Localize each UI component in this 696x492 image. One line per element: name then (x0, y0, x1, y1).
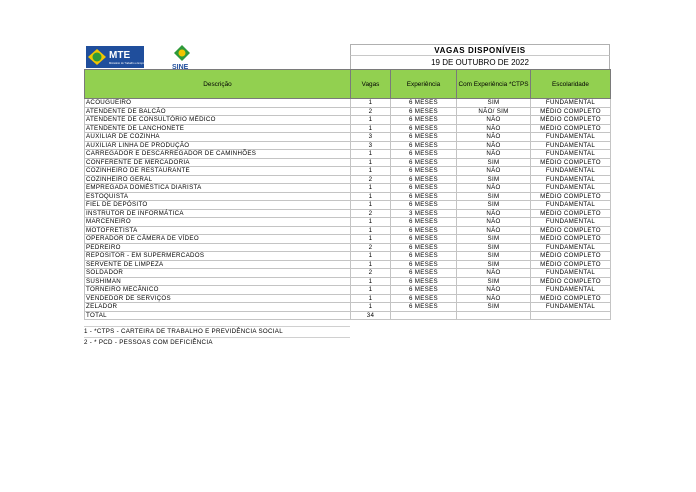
cell-experience: 6 MESES (391, 150, 457, 159)
footnote-pcd: 2 - * PCD - PESSOAS COM DEFICIÊNCIA (84, 337, 350, 348)
cell-vacancies: 2 (351, 269, 391, 278)
cell-ctps-experience: NÃO (457, 124, 531, 133)
table-row (85, 226, 611, 235)
svg-text:SINE: SINE (172, 64, 189, 71)
table-row (85, 167, 611, 176)
cell-description: ACOUGUEIRO (85, 99, 351, 108)
table-row (85, 218, 611, 227)
cell-description: COZINHEIRO GERAL (85, 175, 351, 184)
table-row (85, 209, 611, 218)
table-row (85, 133, 611, 142)
cell-vacancies: 1 (351, 99, 391, 108)
cell-experience: 6 MESES (391, 107, 457, 116)
cell-description: INSTRUTOR DE INFORMÁTICA (85, 209, 351, 218)
table-row (85, 184, 611, 193)
total-row (85, 311, 611, 320)
cell-description: SUSHIMAN (85, 277, 351, 286)
sheet-header (84, 44, 610, 69)
cell-experience: 6 MESES (391, 226, 457, 235)
cell-ctps-experience: NÃO (457, 150, 531, 159)
cell-description: CONFERENTE DE MERCADORIA (85, 158, 351, 167)
table-row (85, 192, 611, 201)
cell-education: MÉDIO COMPLETO (531, 252, 611, 261)
total-empty-cell (531, 311, 611, 320)
cell-ctps-experience: SIM (457, 175, 531, 184)
cell-description: EMPREGADA DOMÉSTICA DIARISTA (85, 184, 351, 193)
cell-ctps-experience: NÃO (457, 209, 531, 218)
cell-experience: 6 MESES (391, 141, 457, 150)
total-empty-cell (391, 311, 457, 320)
cell-ctps-experience: SIM (457, 99, 531, 108)
cell-vacancies: 2 (351, 209, 391, 218)
cell-description: ATENDENTE DE LANCHONETE (85, 124, 351, 133)
cell-vacancies: 1 (351, 201, 391, 210)
table-row (85, 116, 611, 125)
cell-vacancies: 1 (351, 303, 391, 312)
cell-experience: 6 MESES (391, 124, 457, 133)
cell-ctps-experience: SIM (457, 235, 531, 244)
cell-ctps-experience: SIM (457, 201, 531, 210)
cell-education: FUNDAMENTAL (531, 243, 611, 252)
cell-education: MÉDIO COMPLETO (531, 107, 611, 116)
cell-description: AUXILIAR LINHA DE PRODUÇÃO (85, 141, 351, 150)
table-row (85, 175, 611, 184)
cell-experience: 6 MESES (391, 192, 457, 201)
cell-education: MÉDIO COMPLETO (531, 260, 611, 269)
cell-education: MÉDIO COMPLETO (531, 124, 611, 133)
mte-logo (86, 46, 148, 68)
table-row (85, 99, 611, 108)
cell-description: VENDEDOR DE SERVIÇOS (85, 294, 351, 303)
cell-vacancies: 1 (351, 260, 391, 269)
cell-description: SERVENTE DE LIMPEZA (85, 260, 351, 269)
sine-logo (170, 44, 194, 70)
cell-education: FUNDAMENTAL (531, 133, 611, 142)
cell-education: MÉDIO COMPLETO (531, 116, 611, 125)
cell-experience: 6 MESES (391, 158, 457, 167)
cell-vacancies: 2 (351, 243, 391, 252)
cell-education: MÉDIO COMPLETO (531, 209, 611, 218)
cell-ctps-experience: SIM (457, 158, 531, 167)
cell-vacancies: 1 (351, 158, 391, 167)
cell-vacancies: 1 (351, 124, 391, 133)
table-row (85, 260, 611, 269)
cell-experience: 6 MESES (391, 243, 457, 252)
footnotes (84, 326, 610, 348)
cell-description: ATENDENTE DE BALCÃO (85, 107, 351, 116)
cell-experience: 6 MESES (391, 286, 457, 295)
cell-ctps-experience: NÃO (457, 226, 531, 235)
vacancies-table (84, 69, 611, 320)
cell-education: FUNDAMENTAL (531, 99, 611, 108)
cell-experience: 6 MESES (391, 175, 457, 184)
cell-education: MÉDIO COMPLETO (531, 158, 611, 167)
cell-vacancies: 1 (351, 218, 391, 227)
cell-experience: 6 MESES (391, 218, 457, 227)
table-row (85, 124, 611, 133)
cell-vacancies: 1 (351, 116, 391, 125)
cell-ctps-experience: NÃO (457, 218, 531, 227)
table-row (85, 303, 611, 312)
cell-vacancies: 2 (351, 107, 391, 116)
cell-experience: 6 MESES (391, 167, 457, 176)
cell-education: FUNDAMENTAL (531, 286, 611, 295)
title-block (350, 44, 610, 69)
cell-ctps-experience: SIM (457, 277, 531, 286)
cell-experience: 6 MESES (391, 184, 457, 193)
cell-description: ESTOQUISTA (85, 192, 351, 201)
footnote-ctps: 1 - *CTPS - CARTEIRA DE TRABALHO E PREVIDÊNCIA SOCIAL (84, 326, 350, 337)
cell-education: FUNDAMENTAL (531, 175, 611, 184)
cell-education: MÉDIO COMPLETO (531, 294, 611, 303)
column-header-experience: Experiência (391, 70, 457, 99)
cell-vacancies: 1 (351, 150, 391, 159)
cell-ctps-experience: NÃO (457, 141, 531, 150)
cell-ctps-experience: NÃO (457, 133, 531, 142)
column-header-ctps-experience: Com Experiência *CTPS (457, 70, 531, 99)
cell-description: REPOSITOR - EM SUPERMERCADOS (85, 252, 351, 261)
cell-ctps-experience: NÃO (457, 167, 531, 176)
cell-description: TORNEIRO MECÂNICO (85, 286, 351, 295)
cell-experience: 6 MESES (391, 252, 457, 261)
cell-vacancies: 1 (351, 167, 391, 176)
cell-experience: 6 MESES (391, 269, 457, 278)
table-row (85, 201, 611, 210)
cell-ctps-experience: NÃO (457, 286, 531, 295)
cell-description: ATENDENTE DE CONSULTÓRIO MÉDICO (85, 116, 351, 125)
cell-experience: 6 MESES (391, 277, 457, 286)
cell-education: FUNDAMENTAL (531, 167, 611, 176)
cell-ctps-experience: SIM (457, 303, 531, 312)
table-row (85, 150, 611, 159)
cell-description: SOLDADOR (85, 269, 351, 278)
table-row (85, 277, 611, 286)
cell-vacancies: 1 (351, 294, 391, 303)
cell-vacancies: 3 (351, 141, 391, 150)
cell-ctps-experience: NÃO (457, 116, 531, 125)
cell-experience: 6 MESES (391, 303, 457, 312)
cell-description: FIEL DE DEPÓSITO (85, 201, 351, 210)
table-body (85, 99, 611, 312)
table-header-row (85, 70, 611, 99)
cell-description: ZELADOR (85, 303, 351, 312)
cell-education: FUNDAMENTAL (531, 269, 611, 278)
cell-description: MOTOFRETISTA (85, 226, 351, 235)
table-row (85, 252, 611, 261)
table-row (85, 294, 611, 303)
cell-vacancies: 1 (351, 235, 391, 244)
cell-education: FUNDAMENTAL (531, 184, 611, 193)
table-row (85, 269, 611, 278)
page-date: 19 DE OUTUBRO DE 2022 (350, 56, 610, 69)
cell-description: CARREGADOR E DESCARREGADOR DE CAMINHÕES (85, 150, 351, 159)
svg-text:Ministério do Trabalho e Empre: Ministério do Trabalho e Emprego (109, 62, 148, 65)
page-title: VAGAS DISPONÍVEIS (350, 44, 610, 56)
cell-vacancies: 1 (351, 277, 391, 286)
svg-text:MTE: MTE (109, 50, 131, 61)
total-empty-cell (457, 311, 531, 320)
table-row (85, 107, 611, 116)
cell-ctps-experience: NÃO (457, 294, 531, 303)
table-row (85, 243, 611, 252)
table-row (85, 286, 611, 295)
table-row (85, 235, 611, 244)
cell-description: COZINHEIRO DE RESTAURANTE (85, 167, 351, 176)
cell-ctps-experience: SIM (457, 252, 531, 261)
cell-vacancies: 3 (351, 133, 391, 142)
cell-experience: 6 MESES (391, 260, 457, 269)
cell-education: FUNDAMENTAL (531, 303, 611, 312)
cell-vacancies: 1 (351, 192, 391, 201)
cell-experience: 6 MESES (391, 294, 457, 303)
cell-vacancies: 1 (351, 252, 391, 261)
cell-ctps-experience: NÃO (457, 184, 531, 193)
cell-vacancies: 1 (351, 286, 391, 295)
cell-vacancies: 2 (351, 175, 391, 184)
column-header-description: Descrição (85, 70, 351, 99)
cell-description: AUXILIAR DE COZINHA (85, 133, 351, 142)
cell-education: MÉDIO COMPLETO (531, 192, 611, 201)
table-row (85, 158, 611, 167)
cell-experience: 6 MESES (391, 201, 457, 210)
cell-vacancies: 1 (351, 184, 391, 193)
column-header-education: Escolaridade (531, 70, 611, 99)
cell-ctps-experience: SIM (457, 243, 531, 252)
cell-experience: 6 MESES (391, 99, 457, 108)
cell-description: MARCENEIRO (85, 218, 351, 227)
cell-education: MÉDIO COMPLETO (531, 235, 611, 244)
cell-education: MÉDIO COMPLETO (531, 226, 611, 235)
cell-description: PEDREIRO (85, 243, 351, 252)
cell-experience: 6 MESES (391, 133, 457, 142)
cell-education: FUNDAMENTAL (531, 218, 611, 227)
logo-area (84, 44, 350, 69)
table-row (85, 141, 611, 150)
cell-education: FUNDAMENTAL (531, 150, 611, 159)
cell-experience: 3 MESES (391, 209, 457, 218)
job-listing-sheet (84, 44, 610, 348)
cell-education: FUNDAMENTAL (531, 141, 611, 150)
total-label: TOTAL (85, 311, 351, 320)
cell-ctps-experience: NÃO/ SIM (457, 107, 531, 116)
cell-education: FUNDAMENTAL (531, 201, 611, 210)
cell-experience: 6 MESES (391, 235, 457, 244)
cell-experience: 6 MESES (391, 116, 457, 125)
cell-ctps-experience: SIM (457, 260, 531, 269)
total-value: 34 (351, 311, 391, 320)
cell-description: OPERADOR DE CÂMERA DE VÍDEO (85, 235, 351, 244)
cell-education: MÉDIO COMPLETO (531, 277, 611, 286)
column-header-vacancies: Vagas (351, 70, 391, 99)
cell-ctps-experience: SIM (457, 192, 531, 201)
cell-ctps-experience: NÃO (457, 269, 531, 278)
cell-vacancies: 1 (351, 226, 391, 235)
